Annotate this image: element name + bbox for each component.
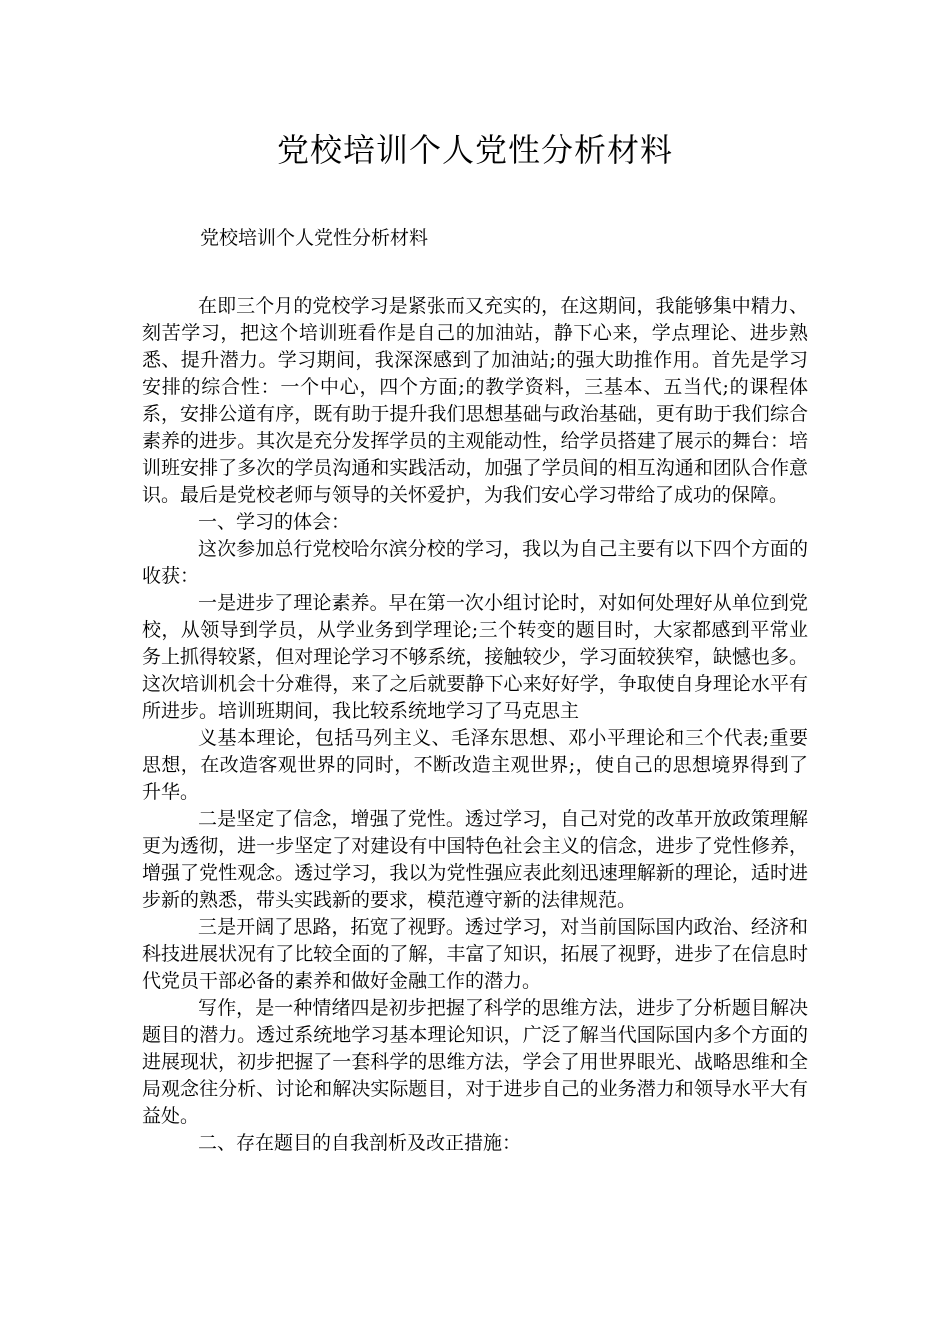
paragraph-point-four: 写作，是一种情绪四是初步把握了科学的思维方法，进步了分析题目解决题目的潜力。透过系统地学习基本理论知识，广泛了解当代国际国内多个方面的进展现状，初步把握了一套科学的思维方法，学会了用世界眼光、战略思维和全局观念往分析、讨论和解决实际题目，对于进步自己的业务潜力和领导水平大有益处。 <box>142 997 808 1127</box>
section-heading-self-analysis: 二、存在题目的自我剖析及改正措施： <box>198 1132 522 1154</box>
paragraph-point-three: 三是开阔了思路，拓宽了视野。透过学习，对当前国际国内政治、经济和科技进展状况有了比较全面的了解，丰富了知识，拓展了视野，进步了在信息时代党员干部必备的素养和做好金融工作的潜力。 <box>142 916 808 992</box>
paragraph-point-one: 一是进步了理论素养。早在第一次小组讨论时，对如何处理好从单位到党校，从领导到学员，从学业务到学理论;三个转变的题目时，大家都感到平常业务上抓得较紧，但对理论学习不够系统，接触较少，学习面较狭窄，缺憾也多。这次培训机会十分难得，来了之后就要静下心来好好学，争取使自身理论水平有所进步。培训班期间，我比较系统地学习了马克思主 <box>142 592 808 722</box>
paragraph-intro: 在即三个月的党校学习是紧张而又充实的，在这期间，我能够集中精力、刻苦学习，把这个培训班看作是自己的加油站，静下心来，学点理论、进步熟悉、提升潜力。学习期间，我深深感到了加油站;的强大助推作用。首先是学习安排的综合性：一个中心，四个方面;的教学资料，三基本、五当代;的课程体系，安排公道有序，既有助于提升我们思想基础与政治基础，更有助于我们综合素养的进步。其次是充分发挥学员的主观能动性，给学员搭建了展示的舞台：培训班安排了多次的学员沟通和实践活动，加强了学员间的相互沟通和团队合作意识。最后是党校老师与领导的关怀爱护，为我们安心学习带给了成功的保障。 <box>142 295 808 506</box>
document-subtitle: 党校培训个人党性分析材料 <box>200 227 429 249</box>
document-title: 党校培训个人党性分析材料 <box>276 131 673 169</box>
section-heading-learning-experience: 一、学习的体会： <box>198 511 351 533</box>
paragraph-point-one-continued: 义基本理论，包括马列主义、毛泽东思想、邓小平理论和三个代表;重要思想，在改造客观世界的同时，不断改造主观世界;，使自己的思想境界得到了升华。 <box>142 727 808 803</box>
paragraph-harvest-intro: 这次参加总行党校哈尔滨分校的学习，我以为自己主要有以下四个方面的收获： <box>142 538 808 587</box>
paragraph-point-two: 二是坚定了信念，增强了党性。透过学习，自己对党的改革开放政策理解更为透彻，进一步坚定了对建设有中国特色社会主义的信念，进步了党性修养，增强了党性观念。透过学习，我以为党性强应表此刻迅速理解新的理论，适时进步新的熟悉，带头实践新的要求，模范遵守新的法律规范。 <box>142 808 808 911</box>
document-body <box>142 293 808 1157</box>
